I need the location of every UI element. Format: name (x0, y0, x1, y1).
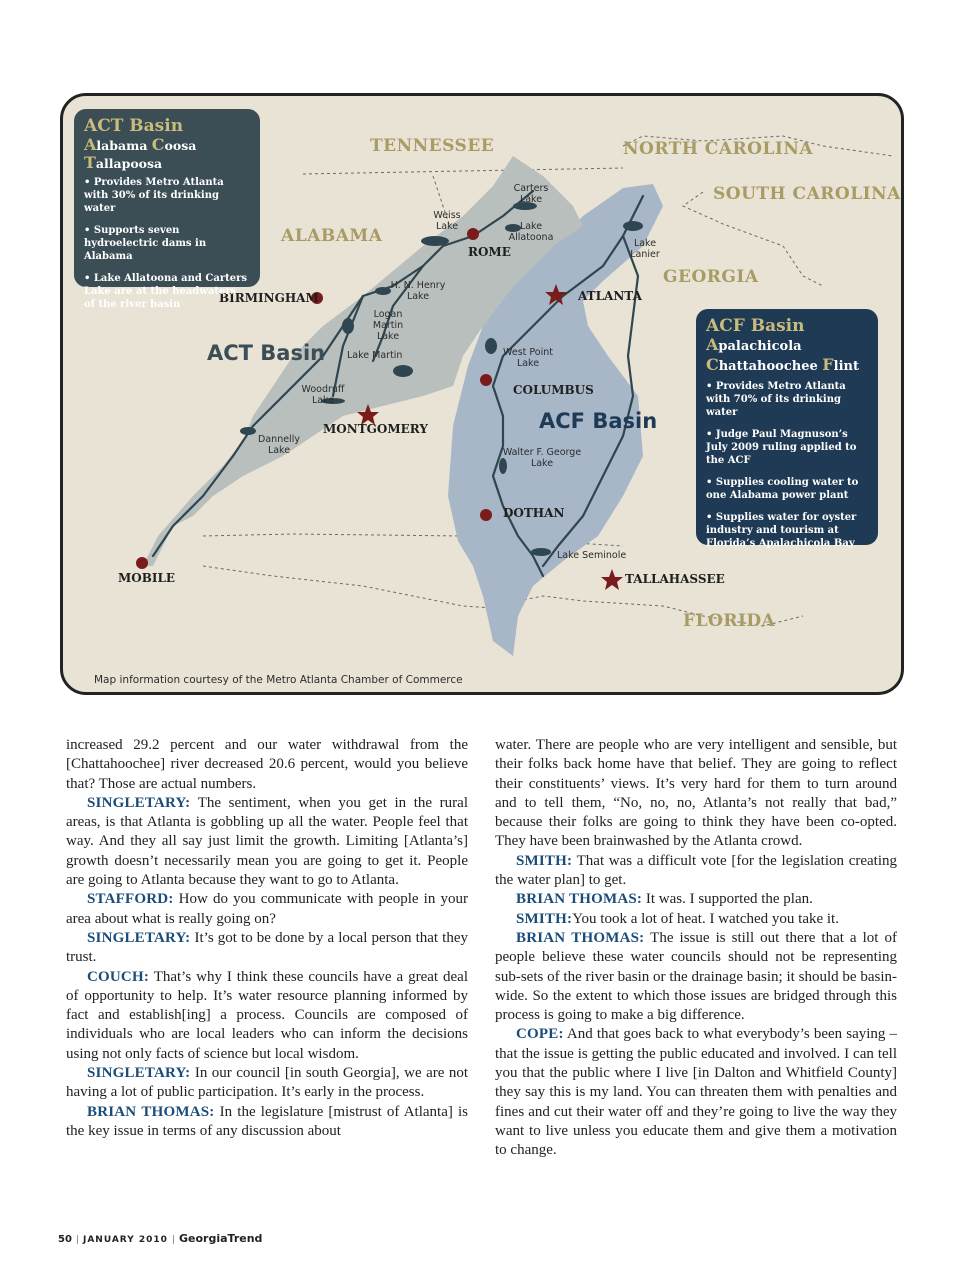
speaker-name: COUCH: (87, 968, 150, 985)
city-dot-mobile (136, 557, 148, 569)
act-box-title: ACT Basin (84, 116, 184, 136)
paragraph: increased 29.2 percent and our water withdrawal from the [Chattahoochee] river decreased 20.6 percent, would you believe that? Those are actual numbers. (66, 737, 468, 792)
footer-separator: | (171, 1235, 175, 1245)
speaker-name: BRIAN THOMAS: (87, 1103, 215, 1120)
paragraph: SMITH: That was a difficult vote [for the legislation creating the water plan] to get. (495, 852, 897, 889)
act-box-bullets (84, 176, 250, 311)
article-column-left (66, 736, 468, 1141)
lake-label-walter-george: Walter F. George Lake (502, 447, 582, 469)
footer-separator: | (75, 1235, 79, 1245)
city-dot-columbus (480, 374, 492, 386)
paragraph: SINGLETARY: It’s got to be done by a local person that they trust. (66, 929, 468, 966)
city-label-rome: ROME (468, 245, 511, 259)
lake-label-carters: Carters Lake (513, 183, 549, 205)
lake-label-west-point: West Point Lake (503, 347, 553, 369)
speaker-name: SINGLETARY: (87, 1065, 191, 1082)
acf-box-title: ACF Basin (706, 316, 805, 336)
issue-date: JANUARY 2010 (82, 1235, 168, 1245)
speaker-name: BRIAN THOMAS: (516, 929, 645, 946)
city-label-montgomery: MONTGOMERY (323, 422, 428, 436)
speaker-name: SMITH: (516, 852, 573, 869)
paragraph: STAFFORD: How do you communicate with people in your area about what is really going on? (66, 891, 468, 927)
page-footer (58, 1232, 262, 1245)
state-label-tennessee: TENNESSEE (370, 136, 495, 156)
lake-label-dannelly: Dannelly Lake (258, 434, 300, 456)
paragraph: SINGLETARY: The sentiment, when you get in the rural areas, is that Atlanta is gobbling up all the water. People feel that way. And they all say just limit the growth. Limiting [Atlanta’s] growth doesn’t necessarily mean you are going to get it. People are going to Atlanta because they want to go to Atlanta. (66, 794, 468, 889)
city-label-dothan: DOTHAN (503, 506, 565, 520)
lake-label-logan-martin: Logan Martin Lake (372, 309, 404, 342)
paragraph: BRIAN THOMAS: The issue is still out there that a lot of people believe these water councils should not be representing sub-sets of the river basin or the drainage basin; it should be basin-wide. So the extent to which those issues are bridged through this process is going to make a big difference. (495, 929, 898, 1024)
speaker-name: SINGLETARY: (87, 929, 191, 946)
capital-star-tallahassee (601, 569, 623, 590)
state-label-alabama: ALABAMA (281, 226, 383, 246)
article-column-right (495, 736, 897, 1161)
magazine-brand: GeorgiaTrend (179, 1232, 263, 1245)
acf-bullet: • Provides Metro Atlanta with 70% of its drinking water (706, 380, 868, 419)
state-label-south-carolina: SOUTH CAROLINA (713, 184, 901, 204)
paragraph: BRIAN THOMAS: It was. I supported the plan. (516, 891, 813, 908)
speaker-name: SINGLETARY: (87, 794, 191, 811)
lake-label-seminole: Lake Seminole (557, 550, 627, 561)
act-bullet: • Provides Metro Atlanta with 30% of its drinking water (84, 176, 250, 215)
lake-label-lanier: Lake Lanier (630, 238, 660, 260)
paragraph: COUCH: That’s why I think these councils have a great deal of opportunity to help. It’s water resource planning informed by fact and establish[ing] a process. Councils are composed of individuals who are local leaders who can inform the decisions using not only facts of science but local wisdom. (66, 968, 468, 1062)
basin-label-acf: ACF Basin (539, 409, 658, 433)
map-credit: Map information courtesy of the Metro Atlanta Chamber of Commerce (94, 674, 463, 686)
lake-label-hn-henry: H. N. Henry Lake (390, 280, 446, 302)
acf-box-bullets (706, 380, 868, 550)
lake-label-woodruff: Woodruff Lake (301, 384, 345, 406)
city-label-columbus: COLUMBUS (513, 383, 594, 397)
paragraph: SINGLETARY: In our council [in south Georgia], we are not having a lot of public participation. It’s early in the process. (66, 1065, 468, 1101)
city-label-mobile: MOBILE (118, 571, 176, 585)
speaker-name: BRIAN THOMAS: (516, 891, 643, 908)
paragraph: COPE: And that goes back to what everybody’s been saying – that the issue is getting the public educated and involved. I can tell you that the public where I live [in Dalton and Whitfield County] they say this is my land. You can threaten them with penalties and fines and cut their water off and they’re going to live the way they want to live unless you educate them and give them a motivation to change. (495, 1026, 897, 1159)
state-label-georgia: GEORGIA (663, 267, 759, 287)
lake-label-lake-martin: Lake Martin (347, 350, 403, 361)
act-bullet: • Lake Allatoona and Carters Lake are at the headwaters of the river basin (84, 272, 250, 311)
city-dot-rome (467, 228, 479, 240)
paragraph: water. There are people who are very intelligent and sensible, but their folks back home have that belief. They are going to reflect their constituents’ views. It’s very hard for them to turn around and to tell them, “No, no, no, Atlanta’s not really that bad,” because their folks are going to think they have been co-opted. They have been brainwashed by the Atlanta crowd. (495, 737, 897, 850)
act-basin-info-box (74, 109, 260, 310)
acf-box-subtitle: Apalachicola Chattahoochee Flint (706, 335, 859, 374)
paragraph: SMITH:You took a lot of heat. I watched you take it. (516, 910, 839, 927)
basin-map (60, 93, 904, 695)
acf-bullet: • Supplies cooling water to one Alabama power plant (706, 476, 868, 502)
state-label-north-carolina: NORTH CAROLINA (623, 139, 814, 159)
acf-bullet: • Judge Paul Magnuson’s July 2009 ruling applied to the ACF (706, 428, 868, 467)
city-label-birmingham: BIRMINGHAM (219, 291, 319, 305)
acf-bullet: • Supplies water for oyster industry and tourism at Florida’s Apalachicola Bay (706, 511, 868, 550)
city-dot-dothan (480, 509, 492, 521)
act-bullet: • Supports seven hydroelectric dams in Alabama (84, 224, 250, 263)
page-number: 50 (58, 1234, 72, 1245)
speaker-name: STAFFORD: (87, 891, 174, 908)
lake-label-allatoona: Lake Allatoona (508, 221, 554, 243)
basin-label-act: ACT Basin (207, 341, 326, 365)
act-box-subtitle: Alabama Coosa Tallapoosa (84, 135, 197, 172)
state-label-florida: FLORIDA (683, 611, 776, 631)
speaker-name: SMITH: (516, 910, 573, 927)
paragraph: BRIAN THOMAS: In the legislature [mistrust of Atlanta] is the key issue in terms of any discussion about (66, 1103, 469, 1139)
city-label-atlanta: ATLANTA (578, 289, 642, 303)
city-label-tallahassee: TALLAHASSEE (625, 572, 725, 586)
acf-basin-info-box (696, 309, 878, 549)
lake-label-weiss: Weiss Lake (433, 210, 461, 232)
speaker-name: COPE: (516, 1026, 564, 1043)
